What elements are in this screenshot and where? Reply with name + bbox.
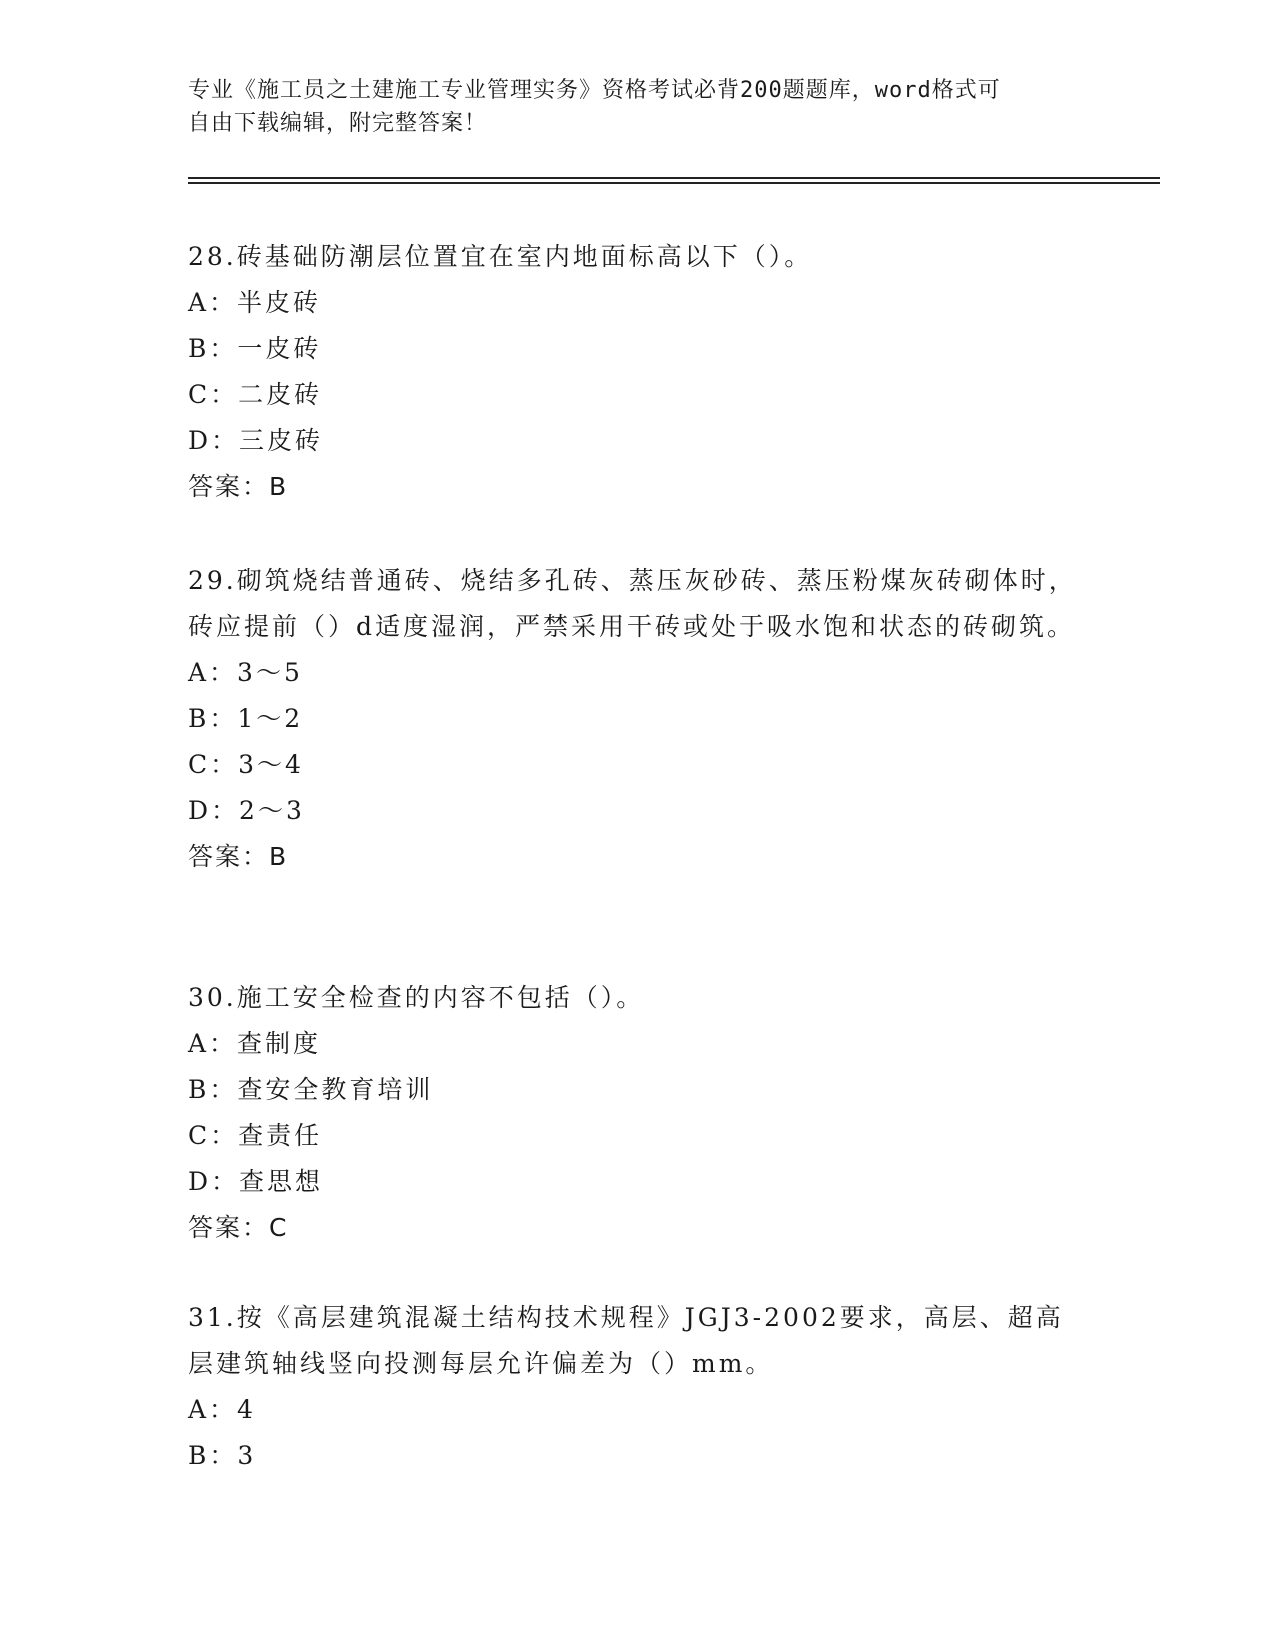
option-c: C：查责任	[188, 1121, 323, 1150]
question-28	[188, 234, 1088, 510]
option-b: B：一皮砖	[188, 334, 322, 363]
option-c: C：二皮砖	[188, 380, 323, 409]
option-b: B：查安全教育培训	[188, 1075, 434, 1104]
question-29	[188, 558, 1088, 880]
answer: 答案：C	[188, 1213, 289, 1242]
option-a: A：半皮砖	[188, 288, 322, 317]
header-divider-bottom	[188, 182, 1160, 184]
option-d: D：查思想	[188, 1167, 324, 1196]
question-31	[188, 1295, 1088, 1479]
question-stem: 29.砌筑烧结普通砖、烧结多孔砖、蒸压灰砂砖、蒸压粉煤灰砖砌体时，砖应提前（）d适度湿润，严禁采用干砖或处于吸水饱和状态的砖砌筑。	[188, 566, 1077, 641]
question-stem: 28.砖基础防潮层位置宜在室内地面标高以下（）。	[188, 242, 813, 271]
document-header: 专业《施工员之土建施工专业管理实务》资格考试必背200题题库，word格式可 自由下载编辑，附完整答案！	[188, 78, 1001, 136]
option-b: B：1～2	[188, 704, 304, 733]
option-a: A：4	[188, 1395, 256, 1424]
option-b: B：3	[188, 1441, 257, 1470]
answer: 答案：B	[188, 472, 289, 501]
question-30	[188, 975, 1088, 1251]
option-a: A：查制度	[188, 1029, 322, 1058]
option-c: C：3～4	[188, 750, 304, 779]
question-stem: 30.施工安全检查的内容不包括（）。	[188, 983, 645, 1012]
answer: 答案：B	[188, 842, 289, 871]
option-d: D：三皮砖	[188, 426, 324, 455]
question-stem: 31.按《高层建筑混凝土结构技术规程》JGJ3-2002要求，高层、超高层建筑轴线竖向投测每层允许偏差为（）mm。	[188, 1303, 1064, 1378]
option-a: A：3～5	[188, 658, 303, 687]
header-divider-top	[188, 177, 1160, 179]
option-d: D：2～3	[188, 796, 305, 825]
